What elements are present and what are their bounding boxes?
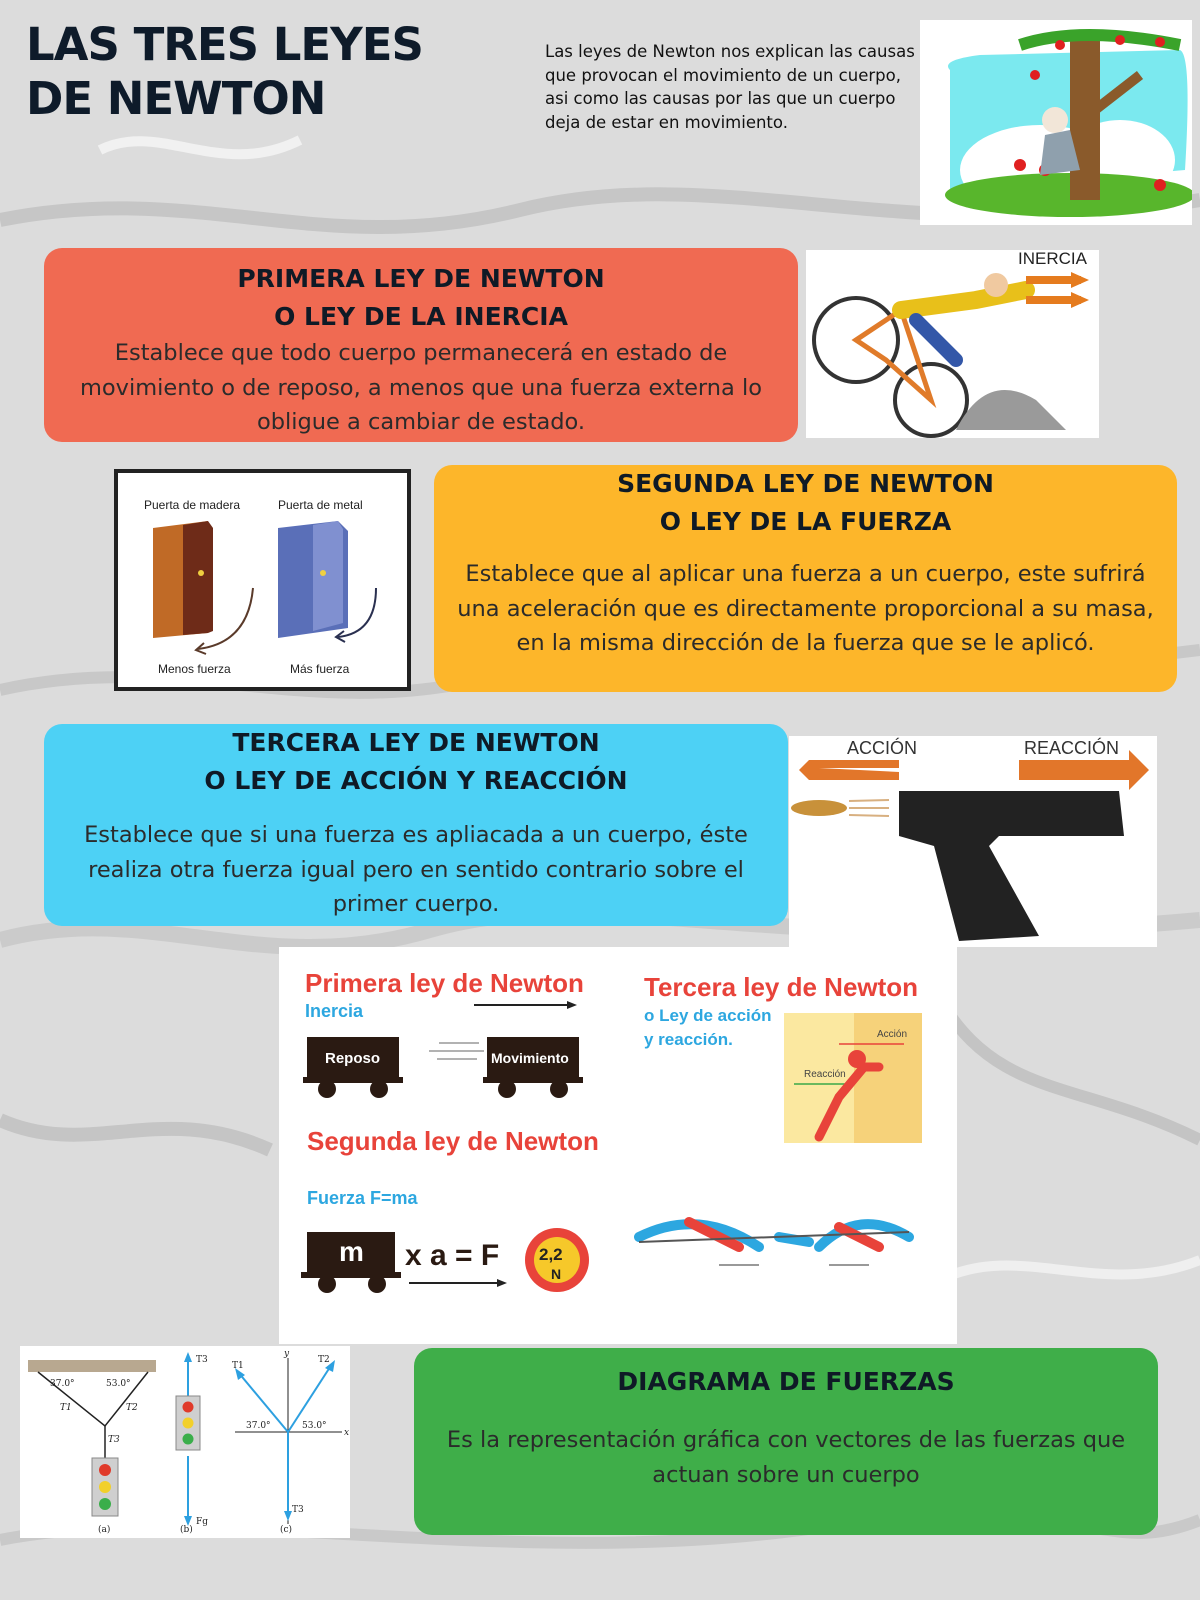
- action-label: ACCIÓN: [847, 738, 918, 758]
- angle-2-label-c: 53.0°: [302, 1421, 327, 1431]
- summary-third-subtitle-1: o Ley de acción: [644, 1006, 772, 1025]
- gun-recoil-image: [789, 736, 1157, 947]
- t1-label-a: T1: [60, 1403, 72, 1413]
- caption-b: (b): [180, 1525, 193, 1535]
- inertia-bicycle-image: [806, 250, 1099, 438]
- angle-2-label-a: 53.0°: [106, 1379, 131, 1389]
- force-diagram-title: DIAGRAMA DE FUERZAS: [617, 1367, 955, 1396]
- summary-first-title: Primera ley de Newton: [305, 968, 584, 998]
- badge-unit: N: [551, 1266, 562, 1282]
- newton-tree-illustration: [920, 20, 1192, 225]
- accion-label: Acción: [877, 1029, 908, 1040]
- axis-x-label: x: [344, 1428, 350, 1438]
- motion-label: Movimiento: [491, 1050, 569, 1066]
- first-law-title-line-2: O LEY DE LA INERCIA: [274, 302, 568, 331]
- caption-c: (c): [280, 1525, 293, 1535]
- third-law-text: Establece que si una fuerza es apliacada a un cuerpo, éste realiza otra fuerza igual pero en sentido contrario sobre el primer cuerpo.: [84, 822, 748, 917]
- metal-door-label: Puerta de metal: [278, 498, 363, 512]
- reaccion-label: Reacción: [804, 1069, 846, 1080]
- summary-third-title: Tercera ley de Newton: [644, 972, 919, 1002]
- third-law-title-line-1: TERCERA LEY DE NEWTON: [232, 728, 600, 757]
- second-law-text: Establece que al aplicar una fuerza a un cuerpo, este sufrirá una aceleración que es directamente proporcional a su masa, en la misma dirección de la fuerza que se le aplicó.: [457, 561, 1154, 656]
- third-law-title: [44, 724, 788, 800]
- t2-label-c: T2: [318, 1355, 330, 1365]
- second-law-title-line-2: O LEY DE LA FUERZA: [659, 507, 952, 536]
- formula-text: x a = F: [405, 1239, 500, 1272]
- summary-first-subtitle: Inercia: [305, 1001, 364, 1021]
- t1-label-c: T1: [232, 1361, 244, 1371]
- inertia-label: INERCIA: [1018, 250, 1087, 268]
- title-line-2: DE NEWTON: [26, 72, 326, 125]
- t2-label-a: T2: [126, 1403, 138, 1413]
- more-force-label: Más fuerza: [290, 662, 350, 676]
- doors-illustration: [114, 469, 411, 691]
- second-law-card: [434, 465, 1177, 692]
- reaction-label: REACCIÓN: [1024, 738, 1120, 758]
- wood-door-label: Puerta de madera: [144, 498, 241, 512]
- first-law-card: [44, 248, 798, 442]
- less-force-label: Menos fuerza: [158, 662, 231, 676]
- third-law-card: [44, 724, 788, 926]
- second-law-title-line-1: SEGUNDA LEY DE NEWTON: [617, 469, 994, 498]
- summary-second-title: Segunda ley de Newton: [307, 1126, 599, 1156]
- caption-a: (a): [98, 1525, 111, 1535]
- summary-second-subtitle: Fuerza F=ma: [307, 1188, 418, 1208]
- rest-label: Reposo: [325, 1050, 381, 1067]
- t3-label-b: T3: [196, 1355, 208, 1365]
- angle-1-label-a: 37.0°: [50, 1379, 75, 1389]
- first-law-text: Establece que todo cuerpo permanecerá en estado de movimiento o de reposo, a menos que una fuerza externa lo obligue a cambiar de estado.: [79, 340, 763, 435]
- intro-text: Las leyes de Newton nos explican las causas que provocan el movimiento de un cuerpo, asi como las causas por las que un cuerpo deja de estar en movimiento.: [545, 42, 915, 132]
- force-diagram-text: Es la representación gráfica con vectores de las fuerzas que actuan sobre un cuerpo: [446, 1427, 1126, 1488]
- angle-1-label-c: 37.0°: [246, 1421, 271, 1431]
- summary-third-subtitle-2: y reacción.: [644, 1030, 733, 1049]
- page-title: [26, 18, 496, 126]
- badge-value: 2,2: [539, 1245, 563, 1264]
- t3-label-c: T3: [292, 1505, 304, 1515]
- force-diagram-card: [414, 1348, 1158, 1535]
- third-law-title-line-2: O LEY DE ACCIÓN Y REACCIÓN: [204, 766, 628, 795]
- mass-label: m: [339, 1236, 364, 1267]
- title-line-1: LAS TRES LEYES: [26, 18, 423, 71]
- fg-label-b: Fg: [196, 1517, 209, 1527]
- laws-summary-panel: [279, 947, 957, 1344]
- first-law-title: [44, 260, 798, 336]
- first-law-title-line-1: PRIMERA LEY DE NEWTON: [237, 264, 605, 293]
- t3-label-a: T3: [108, 1435, 120, 1445]
- axis-y-label: y: [284, 1349, 290, 1359]
- force-diagram-image: [20, 1346, 350, 1538]
- second-law-title: [434, 465, 1177, 541]
